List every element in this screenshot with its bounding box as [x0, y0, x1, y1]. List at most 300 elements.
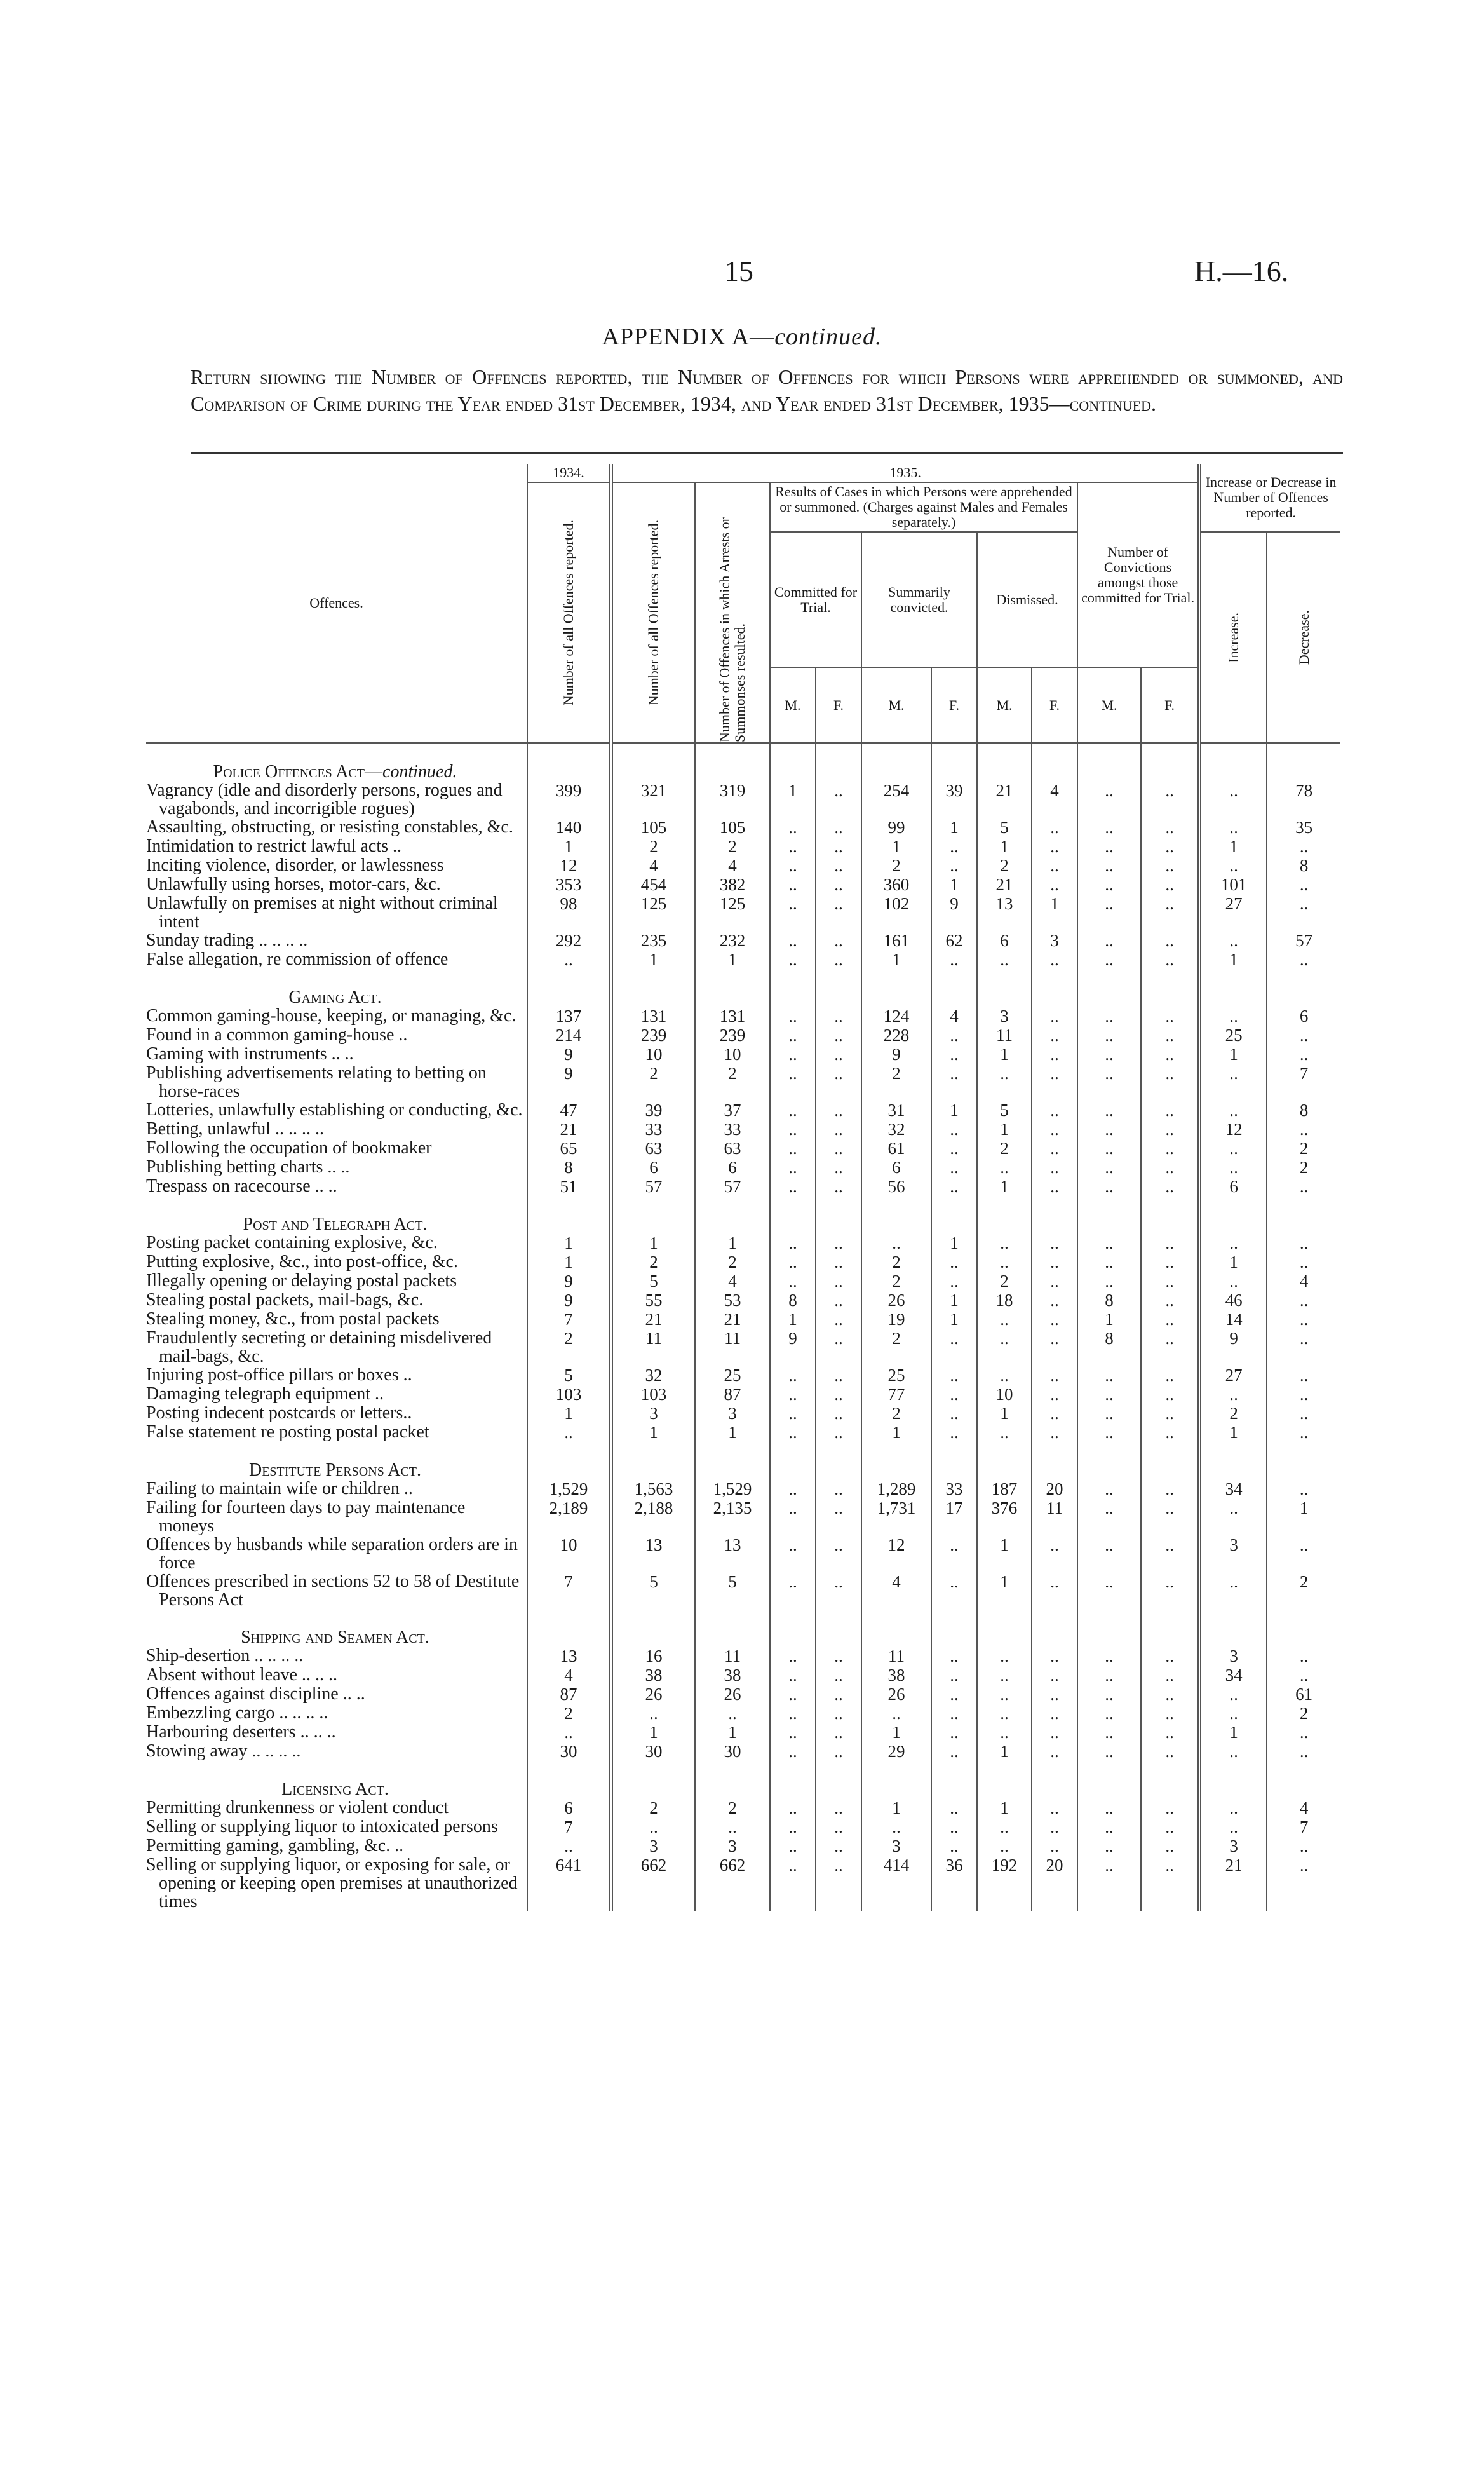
- value-cell: ..: [770, 1742, 816, 1761]
- value-cell: ..: [1032, 1045, 1077, 1064]
- value-cell: ..: [1032, 1647, 1077, 1666]
- value-cell: 254: [861, 781, 931, 818]
- value-cell: ..: [977, 1647, 1032, 1666]
- value-cell: ..: [1077, 1233, 1141, 1253]
- empty-cell: [977, 743, 1032, 781]
- value-cell: ..: [770, 1498, 816, 1535]
- offence-name: Stealing postal packets, mail-bags, &c.: [146, 1290, 424, 1310]
- table-row: [146, 1856, 1340, 1911]
- value-cell: 17: [931, 1498, 977, 1535]
- value-cell: 61: [1267, 1685, 1340, 1704]
- value-cell: ..: [1141, 1026, 1199, 1045]
- value-cell: 37: [695, 1101, 770, 1120]
- offence-name: Intimidation to restrict lawful acts ..: [146, 836, 402, 856]
- value-cell: 87: [527, 1685, 611, 1704]
- value-cell: ..: [1141, 1177, 1199, 1196]
- value-cell: 63: [611, 1139, 695, 1158]
- table-row: [146, 1572, 1340, 1609]
- value-cell: ..: [1199, 1817, 1267, 1837]
- value-cell: ..: [816, 1423, 861, 1442]
- empty-cell: [861, 743, 931, 781]
- value-cell: ..: [1199, 1064, 1267, 1101]
- value-cell: ..: [816, 1704, 861, 1723]
- value-cell: 21: [527, 1120, 611, 1139]
- value-cell: 2: [1267, 1572, 1340, 1609]
- value-cell: ..: [1077, 1742, 1141, 1761]
- value-cell: ..: [1077, 1026, 1141, 1045]
- table-row: [146, 837, 1340, 856]
- value-cell: ..: [816, 1498, 861, 1535]
- value-cell: ..: [770, 1026, 816, 1045]
- value-cell: ..: [931, 1798, 977, 1817]
- value-cell: 1: [1199, 837, 1267, 856]
- table-row: [146, 1007, 1340, 1026]
- value-cell: ..: [1077, 1385, 1141, 1404]
- value-cell: 57: [611, 1177, 695, 1196]
- value-cell: ..: [1267, 875, 1340, 894]
- empty-cell: [931, 1442, 977, 1479]
- value-cell: ..: [1199, 781, 1267, 818]
- value-cell: 4: [695, 1272, 770, 1291]
- value-cell: ..: [1141, 1158, 1199, 1177]
- value-cell: 13: [611, 1535, 695, 1572]
- value-cell: ..: [1199, 1007, 1267, 1026]
- value-cell: ..: [770, 1101, 816, 1120]
- value-cell: 2: [1267, 1704, 1340, 1723]
- value-cell: 6: [977, 931, 1032, 950]
- value-cell: 131: [695, 1007, 770, 1026]
- value-cell: ..: [1032, 1026, 1077, 1045]
- value-cell: ..: [977, 950, 1032, 969]
- value-cell: 232: [695, 931, 770, 950]
- value-cell: 1: [527, 1233, 611, 1253]
- empty-cell: [1267, 1196, 1340, 1233]
- section-header-row: [146, 1609, 1340, 1647]
- value-cell: ..: [1032, 1253, 1077, 1272]
- empty-cell: [611, 1609, 695, 1647]
- value-cell: 1: [931, 875, 977, 894]
- value-cell: ..: [1141, 856, 1199, 875]
- empty-cell: [1141, 743, 1199, 781]
- offence-name: Publishing advertisements relating to betting on horse-races: [146, 1063, 487, 1101]
- value-cell: 34: [1199, 1666, 1267, 1685]
- value-cell: ..: [770, 1704, 816, 1723]
- value-cell: ..: [1032, 1385, 1077, 1404]
- empty-cell: [695, 1196, 770, 1233]
- value-cell: ..: [1077, 1101, 1141, 1120]
- value-cell: ..: [1141, 1404, 1199, 1423]
- table-row: [146, 1704, 1340, 1723]
- value-cell: ..: [1267, 950, 1340, 969]
- value-cell: ..: [1141, 1233, 1199, 1253]
- value-cell: 30: [695, 1742, 770, 1761]
- section-title: [146, 743, 527, 781]
- value-cell: ..: [1141, 781, 1199, 818]
- value-cell: ..: [1077, 1366, 1141, 1385]
- value-cell: 11: [1032, 1498, 1077, 1535]
- value-cell: ..: [1077, 1404, 1141, 1423]
- value-cell: ..: [1077, 1253, 1141, 1272]
- value-cell: 12: [861, 1535, 931, 1572]
- value-cell: 27: [1199, 1366, 1267, 1385]
- value-cell: ..: [816, 1064, 861, 1101]
- offence-name: Embezzling cargo .. .. .. ..: [146, 1703, 328, 1723]
- value-cell: ..: [861, 1817, 931, 1837]
- value-cell: 1,529: [527, 1479, 611, 1498]
- value-cell: ..: [770, 1064, 816, 1101]
- empty-cell: [977, 1761, 1032, 1798]
- empty-cell: [770, 969, 816, 1007]
- section-title: [146, 1196, 527, 1233]
- value-cell: 1: [770, 1310, 816, 1329]
- value-cell: ..: [695, 1817, 770, 1837]
- empty-cell: [977, 1442, 1032, 1479]
- value-cell: 2,188: [611, 1498, 695, 1535]
- value-cell: 19: [861, 1310, 931, 1329]
- value-cell: 1: [977, 1177, 1032, 1196]
- value-cell: ..: [931, 1704, 977, 1723]
- value-cell: 38: [611, 1666, 695, 1685]
- empty-cell: [1077, 1761, 1141, 1798]
- table-row: [146, 1329, 1340, 1366]
- value-cell: ..: [1077, 1158, 1141, 1177]
- value-cell: 12: [527, 856, 611, 875]
- offences-table: [146, 464, 1340, 1911]
- value-cell: 4: [931, 1007, 977, 1026]
- value-cell: 2: [611, 1798, 695, 1817]
- value-cell: ..: [931, 1385, 977, 1404]
- empty-cell: [1141, 969, 1199, 1007]
- value-cell: ..: [1267, 1366, 1340, 1385]
- value-cell: ..: [1077, 1817, 1141, 1837]
- empty-cell: [931, 743, 977, 781]
- value-cell: 1: [977, 1572, 1032, 1609]
- value-cell: 1: [977, 1120, 1032, 1139]
- value-cell: 13: [977, 894, 1032, 931]
- value-cell: ..: [977, 1837, 1032, 1856]
- value-cell: ..: [770, 1685, 816, 1704]
- empty-cell: [770, 1442, 816, 1479]
- value-cell: ..: [1267, 1479, 1340, 1498]
- value-cell: ..: [931, 837, 977, 856]
- value-cell: 25: [861, 1366, 931, 1385]
- value-cell: ..: [1077, 1798, 1141, 1817]
- empty-cell: [931, 969, 977, 1007]
- value-cell: 55: [611, 1291, 695, 1310]
- value-cell: 187: [977, 1479, 1032, 1498]
- reported-1934-header: [527, 482, 611, 743]
- value-cell: 1: [695, 1423, 770, 1442]
- value-cell: 7: [527, 1572, 611, 1609]
- value-cell: ..: [1077, 1479, 1141, 1498]
- offence-name: Trespass on racecourse .. ..: [146, 1176, 337, 1196]
- table-row: [146, 1233, 1340, 1253]
- value-cell: ..: [816, 1158, 861, 1177]
- empty-cell: [816, 743, 861, 781]
- value-cell: ..: [1141, 1064, 1199, 1101]
- table-row: [146, 1798, 1340, 1817]
- empty-cell: [1267, 1609, 1340, 1647]
- value-cell: ..: [1267, 1329, 1340, 1366]
- value-cell: ..: [1199, 1704, 1267, 1723]
- value-cell: ..: [527, 1837, 611, 1856]
- value-cell: ..: [1199, 818, 1267, 837]
- section-title-suffix: continued.: [382, 762, 457, 782]
- value-cell: ..: [1141, 1856, 1199, 1911]
- value-cell: ..: [1267, 1045, 1340, 1064]
- value-cell: 5: [977, 1101, 1032, 1120]
- table-row: [146, 1647, 1340, 1666]
- value-cell: ..: [1199, 1272, 1267, 1291]
- empty-cell: [816, 1761, 861, 1798]
- table-row: [146, 1404, 1340, 1423]
- offence-name: Betting, unlawful .. .. .. ..: [146, 1119, 324, 1139]
- value-cell: 99: [861, 818, 931, 837]
- value-cell: ..: [1141, 1310, 1199, 1329]
- table-row: [146, 1685, 1340, 1704]
- top-rule: [191, 452, 1343, 454]
- value-cell: ..: [816, 931, 861, 950]
- value-cell: 214: [527, 1026, 611, 1045]
- value-cell: ..: [931, 1535, 977, 1572]
- value-cell: 2,135: [695, 1498, 770, 1535]
- value-cell: 2: [861, 856, 931, 875]
- value-cell: ..: [1141, 837, 1199, 856]
- value-cell: 662: [695, 1856, 770, 1911]
- value-cell: 103: [527, 1385, 611, 1404]
- value-cell: ..: [977, 1233, 1032, 1253]
- value-cell: 1: [770, 781, 816, 818]
- offence-name: Injuring post-office pillars or boxes ..: [146, 1365, 412, 1385]
- section-title-text: Shipping and Seamen Act.: [241, 1627, 429, 1647]
- value-cell: 105: [611, 818, 695, 837]
- table-row: [146, 1310, 1340, 1329]
- value-cell: 47: [527, 1101, 611, 1120]
- value-cell: 11: [611, 1329, 695, 1366]
- empty-cell: [695, 1761, 770, 1798]
- value-cell: ..: [861, 1233, 931, 1253]
- value-cell: ..: [1141, 1798, 1199, 1817]
- value-cell: ..: [611, 1704, 695, 1723]
- value-cell: ..: [816, 1329, 861, 1366]
- offence-name: Assaulting, obstructing, or resisting constables, &c.: [146, 817, 513, 837]
- value-cell: ..: [1141, 931, 1199, 950]
- value-cell: ..: [1032, 1101, 1077, 1120]
- value-cell: ..: [1141, 1535, 1199, 1572]
- value-cell: ..: [1032, 1666, 1077, 1685]
- value-cell: ..: [931, 1158, 977, 1177]
- value-cell: ..: [1199, 1742, 1267, 1761]
- value-cell: ..: [1032, 1233, 1077, 1253]
- value-cell: 1,563: [611, 1479, 695, 1498]
- offence-name: Sunday trading .. .. .. ..: [146, 930, 308, 950]
- value-cell: 9: [770, 1329, 816, 1366]
- offence-name: Offences against discipline .. ..: [146, 1684, 365, 1704]
- value-cell: ..: [1141, 1253, 1199, 1272]
- value-cell: 2: [977, 1139, 1032, 1158]
- value-cell: ..: [816, 856, 861, 875]
- empty-cell: [1199, 1442, 1267, 1479]
- results-header: Results of Cases in which Persons were apprehended or summoned. (Charges against Males and Females separately.): [770, 482, 1077, 532]
- value-cell: ..: [816, 1535, 861, 1572]
- value-cell: ..: [1077, 856, 1141, 875]
- table-row: [146, 1045, 1340, 1064]
- value-cell: 3: [1199, 1535, 1267, 1572]
- value-cell: ..: [1032, 875, 1077, 894]
- arrests-text: Number of Offences in which Arrests or Summonses resulted.: [717, 517, 748, 742]
- value-cell: 11: [861, 1647, 931, 1666]
- appendix-continued: continued.: [774, 323, 882, 350]
- value-cell: ..: [931, 1685, 977, 1704]
- value-cell: ..: [931, 1423, 977, 1442]
- value-cell: 101: [1199, 875, 1267, 894]
- value-cell: 4: [611, 856, 695, 875]
- committed-header: Committed for Trial.: [770, 532, 861, 667]
- value-cell: 98: [527, 894, 611, 931]
- value-cell: ..: [1141, 1291, 1199, 1310]
- value-cell: 2: [611, 1253, 695, 1272]
- value-cell: 2: [695, 1064, 770, 1101]
- value-cell: ..: [816, 1479, 861, 1498]
- value-cell: ..: [1077, 1498, 1141, 1535]
- value-cell: 239: [695, 1026, 770, 1045]
- value-cell: ..: [770, 1007, 816, 1026]
- value-cell: ..: [1077, 1685, 1141, 1704]
- value-cell: ..: [1032, 856, 1077, 875]
- table-row: [146, 1742, 1340, 1761]
- offence-name: Unlawfully on premises at night without criminal intent: [146, 893, 498, 932]
- offence-name: Putting explosive, &c., into post-office, &c.: [146, 1252, 458, 1272]
- section-title-text: Destitute Persons Act.: [248, 1460, 422, 1480]
- empty-cell: [695, 969, 770, 1007]
- value-cell: 1: [977, 1742, 1032, 1761]
- value-cell: ..: [1267, 1233, 1340, 1253]
- value-cell: ..: [770, 1139, 816, 1158]
- value-cell: ..: [931, 1666, 977, 1685]
- value-cell: ..: [1141, 1704, 1199, 1723]
- offence-name: Offences by husbands while separation orders are in force: [146, 1535, 518, 1573]
- value-cell: 10: [527, 1535, 611, 1572]
- value-cell: 30: [611, 1742, 695, 1761]
- value-cell: 2: [695, 1253, 770, 1272]
- value-cell: ..: [1032, 1120, 1077, 1139]
- value-cell: ..: [1032, 1423, 1077, 1442]
- value-cell: 1: [861, 1423, 931, 1442]
- value-cell: ..: [1199, 1139, 1267, 1158]
- value-cell: ..: [770, 1535, 816, 1572]
- offence-name: Posting indecent postcards or letters..: [146, 1403, 412, 1423]
- value-cell: 1: [695, 1233, 770, 1253]
- value-cell: 10: [695, 1045, 770, 1064]
- value-cell: ..: [1032, 818, 1077, 837]
- value-cell: 33: [611, 1120, 695, 1139]
- value-cell: ..: [1141, 1139, 1199, 1158]
- value-cell: 5: [695, 1572, 770, 1609]
- committed-m-header: M.: [770, 667, 816, 743]
- table-row: [146, 1837, 1340, 1856]
- value-cell: ..: [770, 1837, 816, 1856]
- table-row: [146, 1535, 1340, 1572]
- value-cell: 7: [527, 1310, 611, 1329]
- offence-name: Failing to maintain wife or children ..: [146, 1479, 413, 1498]
- offence-name: Offences prescribed in sections 52 to 58 of Destitute Persons Act: [146, 1572, 520, 1610]
- value-cell: 124: [861, 1007, 931, 1026]
- value-cell: ..: [977, 1329, 1032, 1366]
- value-cell: ..: [770, 1798, 816, 1817]
- value-cell: 376: [977, 1498, 1032, 1535]
- appendix-label: APPENDIX A—: [602, 323, 775, 350]
- value-cell: 62: [931, 931, 977, 950]
- value-cell: ..: [1032, 1572, 1077, 1609]
- value-cell: ..: [1077, 1045, 1141, 1064]
- value-cell: 29: [861, 1742, 931, 1761]
- value-cell: ..: [977, 1423, 1032, 1442]
- empty-cell: [977, 1196, 1032, 1233]
- value-cell: ..: [977, 1817, 1032, 1837]
- value-cell: 7: [1267, 1817, 1340, 1837]
- value-cell: 1: [931, 1310, 977, 1329]
- value-cell: 39: [931, 781, 977, 818]
- value-cell: 140: [527, 818, 611, 837]
- value-cell: 10: [611, 1045, 695, 1064]
- value-cell: ..: [1267, 1856, 1340, 1911]
- empty-cell: [977, 1609, 1032, 1647]
- value-cell: ..: [1032, 1704, 1077, 1723]
- value-cell: 2: [861, 1064, 931, 1101]
- value-cell: 2: [861, 1404, 931, 1423]
- value-cell: 7: [527, 1817, 611, 1837]
- value-cell: ..: [770, 1272, 816, 1291]
- empty-cell: [1199, 1609, 1267, 1647]
- value-cell: 1: [977, 1798, 1032, 1817]
- value-cell: 1: [695, 950, 770, 969]
- value-cell: 1: [1199, 1045, 1267, 1064]
- value-cell: 53: [695, 1291, 770, 1310]
- value-cell: 3: [1199, 1837, 1267, 1856]
- value-cell: ..: [816, 1139, 861, 1158]
- value-cell: ..: [1267, 1385, 1340, 1404]
- value-cell: 4: [861, 1572, 931, 1609]
- value-cell: ..: [931, 1817, 977, 1837]
- value-cell: 26: [861, 1291, 931, 1310]
- offence-name: Fraudulently secreting or detaining misdelivered mail-bags, &c.: [146, 1328, 492, 1366]
- value-cell: ..: [931, 1177, 977, 1196]
- value-cell: ..: [816, 781, 861, 818]
- value-cell: ..: [770, 837, 816, 856]
- empty-cell: [527, 1442, 611, 1479]
- value-cell: ..: [977, 1158, 1032, 1177]
- section-header-row: [146, 1196, 1340, 1233]
- value-cell: ..: [861, 1704, 931, 1723]
- value-cell: ..: [1267, 837, 1340, 856]
- value-cell: 2: [695, 1798, 770, 1817]
- appendix-title: [0, 323, 1484, 351]
- value-cell: ..: [611, 1817, 695, 1837]
- value-cell: ..: [931, 1064, 977, 1101]
- offences-column-header: Offences.: [146, 464, 527, 743]
- value-cell: 2: [861, 1253, 931, 1272]
- value-cell: 21: [1199, 1856, 1267, 1911]
- empty-cell: [695, 743, 770, 781]
- section-title: [146, 1761, 527, 1798]
- value-cell: 4: [1032, 781, 1077, 818]
- value-cell: 4: [695, 856, 770, 875]
- value-cell: 8: [1267, 1101, 1340, 1120]
- value-cell: ..: [816, 1272, 861, 1291]
- value-cell: 38: [861, 1666, 931, 1685]
- value-cell: ..: [1077, 1856, 1141, 1911]
- value-cell: 13: [527, 1647, 611, 1666]
